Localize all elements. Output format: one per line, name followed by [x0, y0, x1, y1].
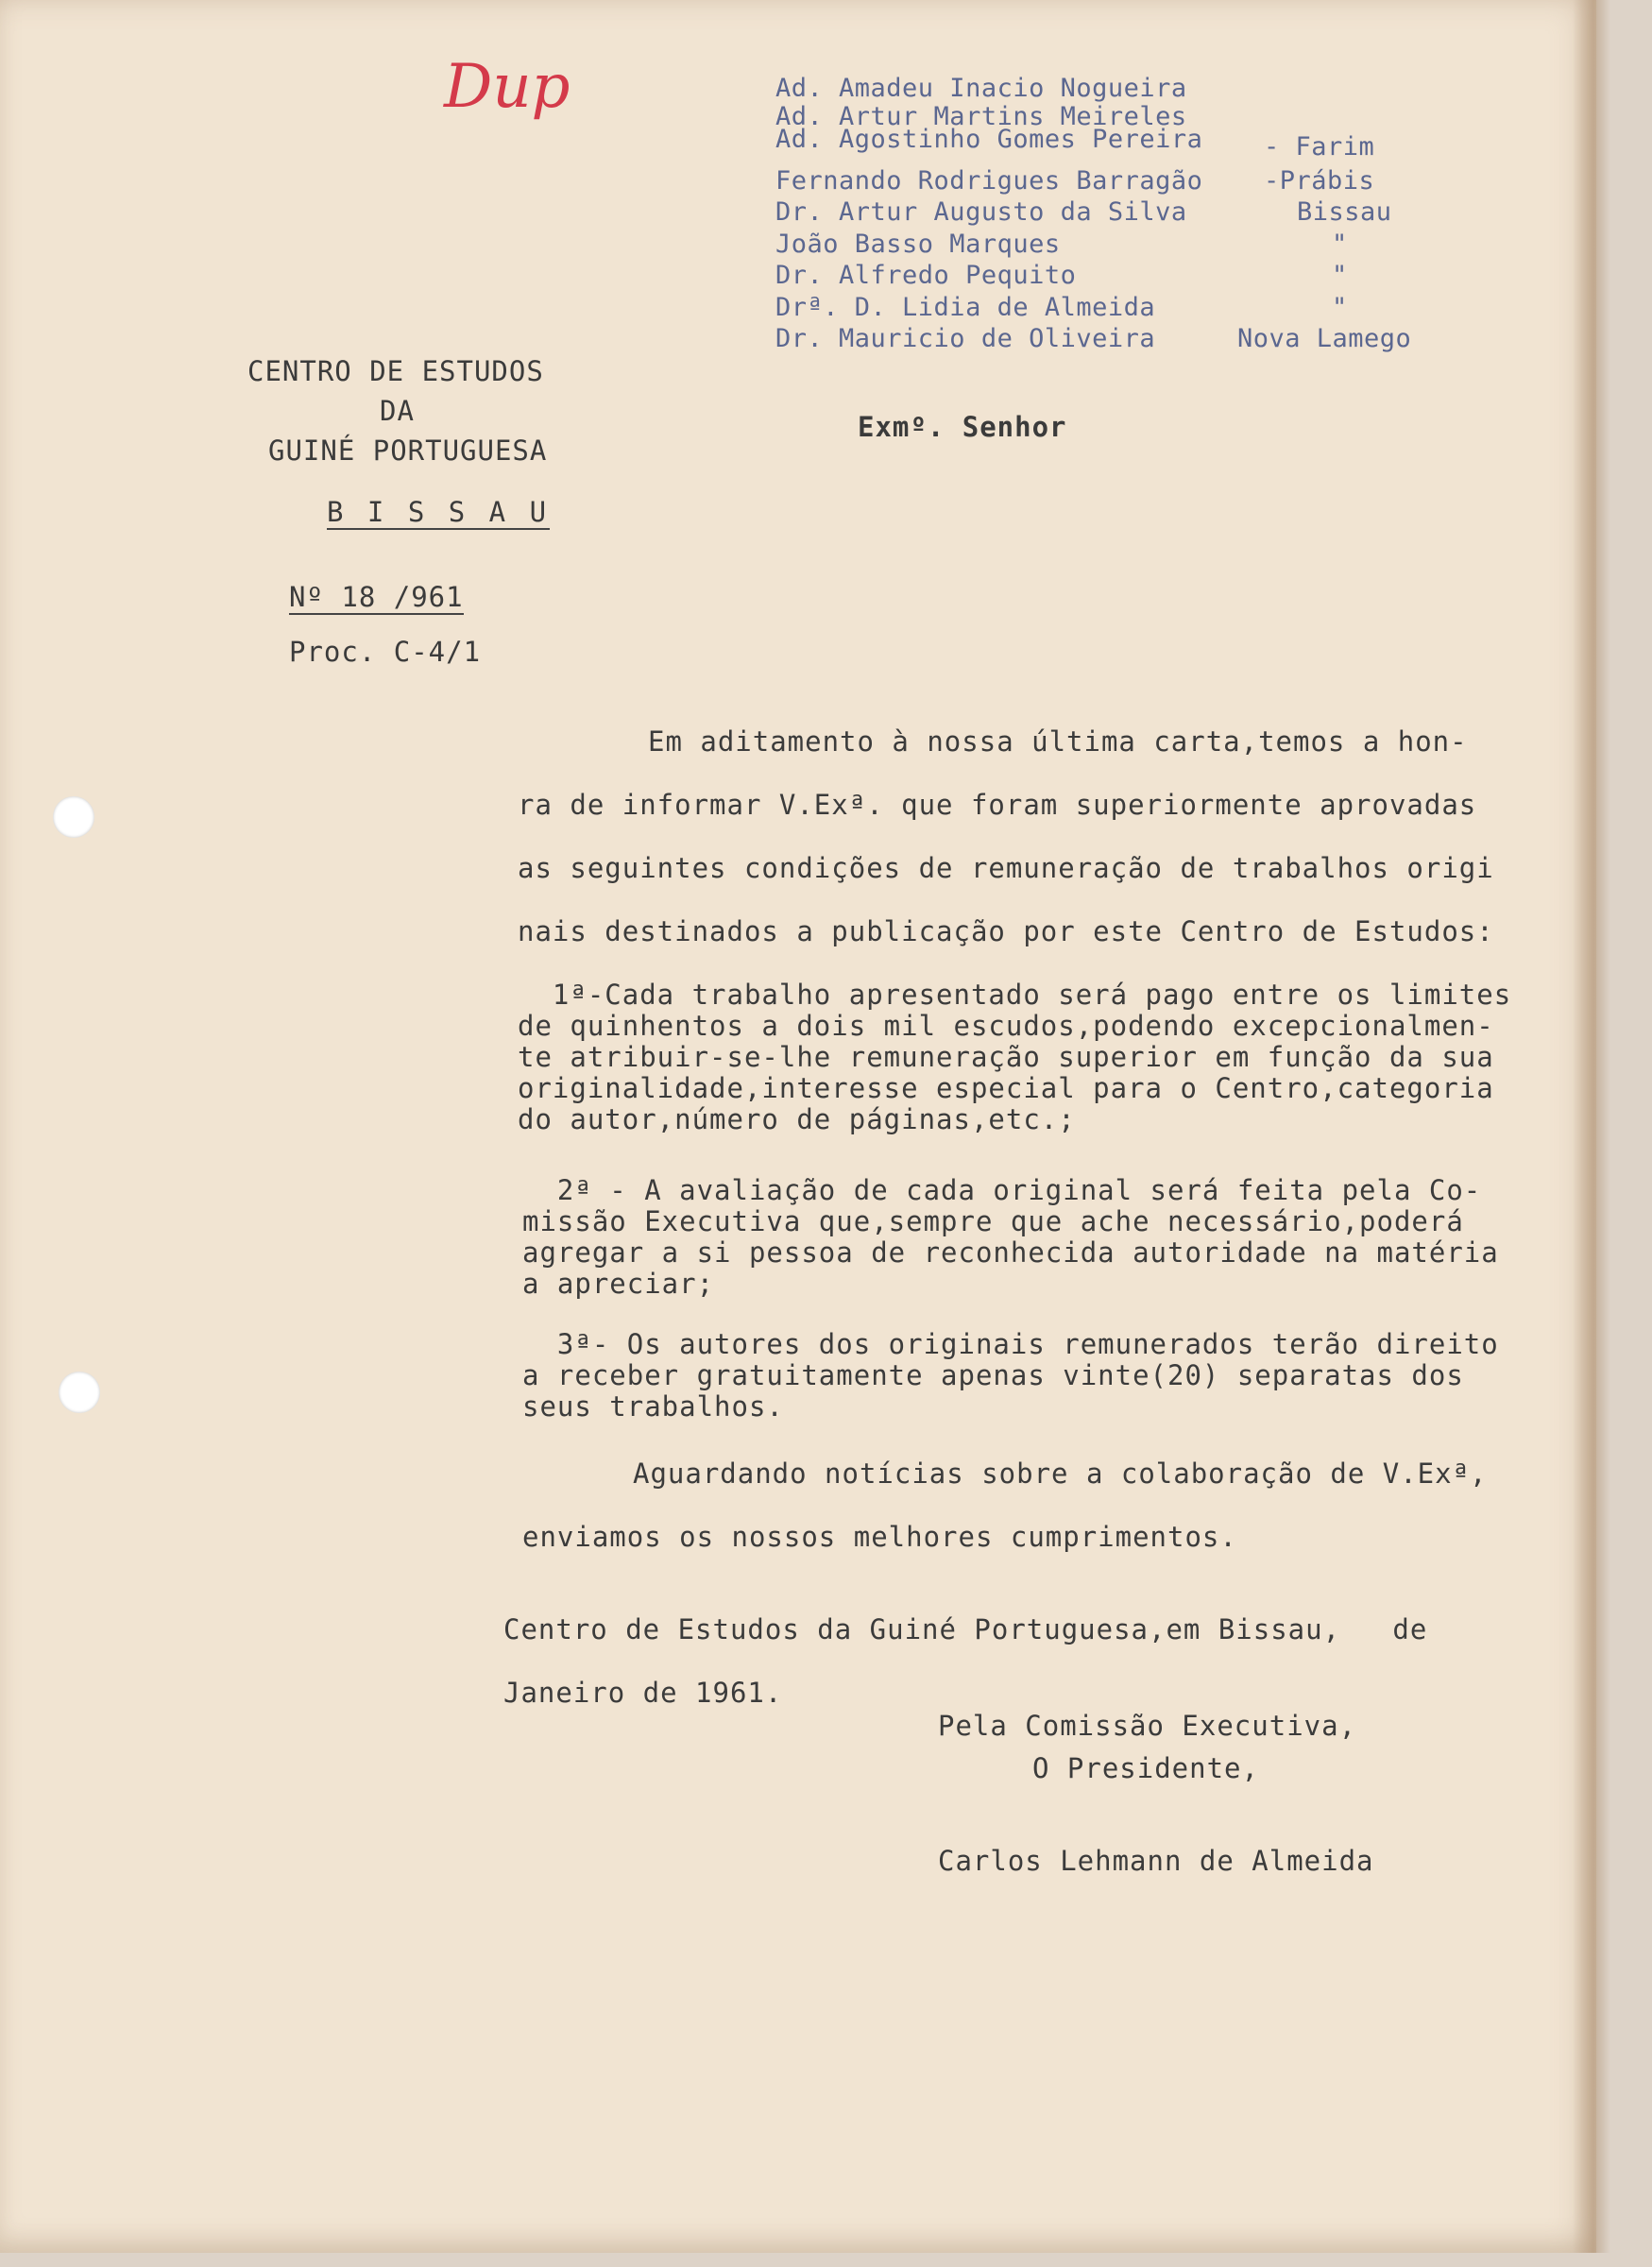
body-line: de quinhentos a dois mil escudos,podendo excepcionalmen-: [518, 1010, 1494, 1042]
body-line: seus trabalhos.: [522, 1390, 784, 1423]
body-line: missão Executiva que,sempre que ache necessário,poderá: [522, 1205, 1464, 1237]
recipient-place: Bissau: [1297, 197, 1392, 227]
signature-line-1: Pela Comissão Executiva,: [938, 1710, 1357, 1742]
closing-line-1: Aguardando notícias sobre a colaboração de V.Exª,: [633, 1457, 1488, 1490]
recipient-place: ": [1332, 261, 1348, 290]
body-line: do autor,número de páginas,etc.;: [518, 1103, 1076, 1135]
recipient-name: Ad. Amadeu Inacio Nogueira: [775, 74, 1187, 103]
recipient-place: - Farim: [1264, 132, 1375, 162]
body-line: ra de informar V.Exª. que foram superiormente aprovadas: [518, 789, 1477, 821]
body-line: as seguintes condições de remuneração de trabalhos origi: [518, 852, 1494, 884]
recipient-name: Dr. Mauricio de Oliveira: [775, 324, 1156, 353]
recipient-place: ": [1332, 293, 1348, 322]
punch-hole-bottom: [59, 1372, 100, 1413]
handwritten-dup-mark: Dup: [444, 52, 571, 122]
recipient-name: Fernando Rodrigues Barragão: [775, 166, 1203, 196]
body-line: a apreciar;: [522, 1268, 715, 1300]
body-line: te atribuir-se-lhe remuneração superior em função da sua: [518, 1041, 1494, 1073]
body-line: originalidade,interesse especial para o Centro,categoria: [518, 1072, 1494, 1104]
salutation: Exmº. Senhor: [858, 411, 1067, 443]
recipient-place: ": [1332, 230, 1348, 259]
body-line: Em aditamento à nossa última carta,temos a hon-: [648, 725, 1468, 758]
body-line: 2ª - A avaliação de cada original será feita pela Co-: [522, 1174, 1482, 1206]
body-line: agregar a si pessoa de reconhecida autoridade na matéria: [522, 1236, 1499, 1269]
sender-city: B I S S A U: [327, 496, 551, 528]
recipient-name: Ad. Agostinho Gomes Pereira: [775, 125, 1203, 154]
signature-line-2: O Presidente,: [1032, 1752, 1259, 1784]
signature-name: Carlos Lehmann de Almeida: [938, 1845, 1374, 1877]
body-line: 1ª-Cada trabalho apresentado será pago entre os limites: [518, 979, 1512, 1011]
recipient-name: Ad. Artur Martins Meireles: [775, 102, 1187, 131]
recipient-place: Nova Lamego: [1237, 324, 1412, 353]
body-line: nais destinados a publicação por este Centro de Estudos:: [518, 915, 1494, 947]
punch-hole-top: [53, 796, 94, 838]
sender-line-3: GUINÉ PORTUGUESA: [268, 435, 548, 467]
recipient-name: João Basso Marques: [775, 230, 1061, 259]
process-reference: Proc. C-4/1: [289, 636, 482, 668]
recipient-place: -Prábis: [1264, 166, 1375, 196]
paper-edge: [1573, 0, 1610, 2253]
body-line: a receber gratuitamente apenas vinte(20) separatas dos: [522, 1359, 1464, 1391]
closing-line-2: enviamos os nossos melhores cumprimentos.: [522, 1521, 1237, 1553]
place-date-line-2: Janeiro de 1961.: [503, 1677, 783, 1709]
sender-line-2: DA: [380, 395, 415, 427]
sender-line-1: CENTRO DE ESTUDOS: [247, 355, 544, 387]
reference-number: Nº 18 /961: [289, 581, 464, 613]
recipient-name: Dr. Alfredo Pequito: [775, 261, 1077, 290]
recipient-name: Drª. D. Lidia de Almeida: [775, 293, 1156, 322]
place-date-line-1: Centro de Estudos da Guiné Portuguesa,em Bissau, de: [503, 1613, 1428, 1645]
body-line: 3ª- Os autores dos originais remunerados terão direito: [522, 1328, 1499, 1360]
recipient-name: Dr. Artur Augusto da Silva: [775, 197, 1187, 227]
